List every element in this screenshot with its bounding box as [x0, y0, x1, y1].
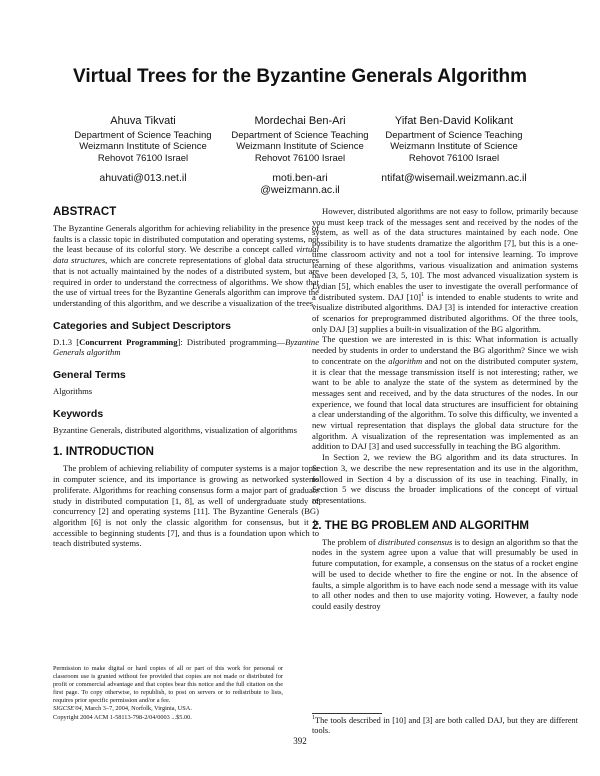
author-block-2	[225, 116, 375, 196]
venue-line: SIGCSE'04, March 3–7, 2004, Norfolk, Virginia, USA.	[53, 705, 192, 713]
author-institute: Weizmann Institute of Science	[390, 141, 518, 152]
author-institute: Weizmann Institute of Science	[79, 141, 207, 152]
author-block-1	[68, 116, 218, 184]
intro-text: The problem of achieving reliability of computer systems is a major topic in computer science, and its importance is growing as networked systems proliferate. Algorithms for reaching consensus form a major part of graduate study in distributed computation [1, 8], as well of undergraduate study of concurrency [2] and operating systems [11]. The Byzantine Generals (BG) algorithm [6] is not only the classic algorithm for consensus, but it is accessible to beginning students [7], and thus is a foundation upon which to teach distributed systems.	[53, 463, 319, 549]
author-name: Ahuva Tikvati	[110, 115, 176, 127]
author-institute: Weizmann Institute of Science	[236, 141, 364, 152]
paper-title: Virtual Trees for the Byzantine Generals Algorithm	[72, 66, 527, 87]
author-email: ntifat@wisemail.weizmann.ac.il	[381, 172, 527, 184]
author-city: Rehovot 76100 Israel	[254, 152, 346, 164]
author-dept: Department of Science Teaching	[74, 129, 212, 141]
intro-heading: 1. INTRODUCTION	[53, 446, 154, 459]
footnote-rule	[312, 713, 382, 714]
author-city: Rehovot 76100 Israel	[97, 152, 189, 164]
right-paragraph-2: The question we are interested in is this: What information is actually needed by students in order to understand the BG algorithm? Since we wish to concentrate on the algorithm and not on the distributed computer system, it is clear that the message transmission itself is not interesting; rather, we want to be able to analyze the state of the system as determined by the messages sent and received, and by the data structures of the nodes. In our experience, we found that local data structures are insufficient for obtaining a clear understanding of the algorithm. To solve this difficulty, we invented a new virtual representation that displays the global data structure for the algorithm. A visualization of the representation was implemented as an addition to DAJ [3] and used successfully in teaching the BG algorithm.	[312, 334, 578, 452]
left-column	[53, 206, 319, 549]
author-email-line1: moti.ben-ari	[272, 172, 328, 184]
keywords-heading: Keywords	[53, 407, 104, 420]
author-name: Yifat Ben-David Kolikant	[394, 115, 514, 127]
right-column	[312, 206, 578, 612]
author-dept: Department of Science Teaching	[385, 129, 523, 141]
general-terms-heading: General Terms	[53, 369, 126, 382]
section-2-text: The problem of distributed consensus is to design an algorithm so that the nodes in the system agree upon a value that will presumably be used in future computation, for example, a consensus on the status of a rocket engine will be used to decide whether to fire the engine or not. In the absence of faults, a simple algorithm is to have each node send a message with its value to all other nodes and then to use majority voting. However, a faulty node could easily destroy	[312, 536, 578, 611]
author-name: Mordechai Ben-Ari	[254, 115, 346, 127]
right-paragraph-1: However, distributed algorithms are not easy to follow, primarily because you must keep track of the messages sent and received by the nodes of the system, as well as of the data structures maintained by each node. One possibility is to have students dramatize the algorithm [7], but this is a one-time classroom activity and not a tool for intensive learning. To improve learning of these algorithms, various visualization and animation systems have been developed [3, 5, 10]. The most advanced visualization system is Lydian [5], which enables the user to investigate the overall performance of a distributed system. DAJ $[10]^1$ is intended to enable students to write and visualize distributed algorithms. DAJ [3] is intended for interactive creation of scenarios for preprogrammed distributed algorithms. Of the three tools, only DAJ [3] supplies a built-in visualization of the BG algorithm.	[312, 206, 578, 334]
author-dept: Department of Science Teaching	[231, 129, 369, 141]
copyright-line: Copyright 2004 ACM 1-58113-798-2/04/0003 ...$5.00.	[53, 713, 192, 721]
page-number: 392	[293, 736, 307, 746]
author-email-line2: @weizmann.ac.il	[260, 184, 340, 196]
author-city: Rehovot 76100 Israel	[408, 152, 500, 164]
author-email: ahuvati@013.net.il	[99, 172, 187, 184]
author-email	[225, 172, 375, 196]
author-block-3	[374, 116, 534, 184]
footnote: $^1$The tools described in [10] and [3] are both called DAJ, but they are different tools.	[312, 715, 578, 735]
general-terms-text: Algorithms	[53, 386, 93, 397]
permission-notice	[53, 665, 283, 722]
right-paragraph-3: In Section 2, we review the BG algorithm and its data structures. In Section 3, we describe the new representation and its use in the algorithm, followed in Section 4 by a discussion of its use in teaching. Finally, in Section 5 we discuss the broader implications of the concept of virtual representations.	[312, 452, 578, 505]
categories-text: D.1.3 [Concurrent Programming]: Distributed programming—Byzantine Generals algorithm	[53, 336, 320, 358]
permission-text: Permission to make digital or hard copies of all or part of this work for personal or classroom use is granted without fee provided that copies are not made or distributed for profit or commercial advantage and that copies bear this notice and the full citation on the first page. To copy otherwise, to republish, to post on servers or to redistribute to lists, requires prior specific permission and/or a fee.	[53, 665, 283, 705]
abstract-heading: ABSTRACT	[53, 206, 117, 218]
abstract-text: The Byzantine Generals algorithm for achieving reliability in the presence of faults is a classic topic in distributed computation and operating systems, not the least because of its colorful story. We describe a concept called virtual data structures, which are concrete representations of global data structures that is not actually maintained by the nodes of a distributed system, but are required in order to understand the correctness of algorithms. We show that the use of virtual trees for the Byzantine Generals algorithm can improve the understanding of this algorithm, and we describe a visualization of the trees.	[53, 223, 319, 308]
keywords-text: Byzantine Generals, distributed algorithms, visualization of algorithms	[53, 424, 297, 435]
section-2-heading: 2. THE BG PROBLEM AND ALGORITHM	[312, 519, 530, 532]
categories-heading: Categories and Subject Descriptors	[53, 319, 231, 332]
